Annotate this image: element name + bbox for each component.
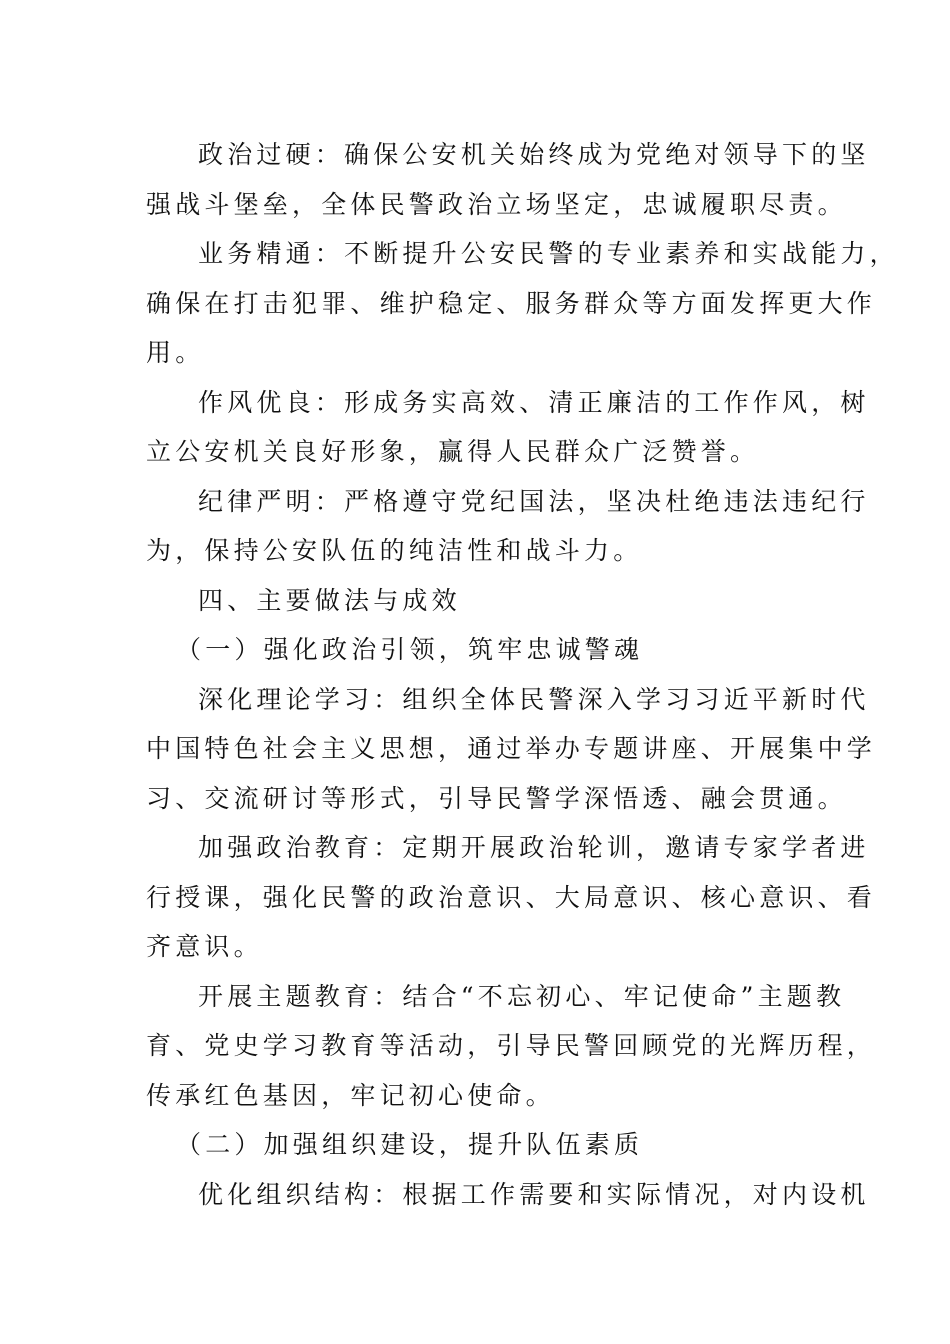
text-line: 作风优良：形成务实高效、清正廉洁的工作作风，树 [198, 387, 870, 417]
text-line: 加强政治教育：定期开展政治轮训，邀请专家学者进 [198, 833, 870, 862]
heading-text: （二）加强组织建设，提升队伍素质 [176, 1130, 644, 1159]
text-line: 强战斗堡垒，全体民警政治立场坚定，忠诚履职尽责。 [146, 189, 847, 219]
paragraph-political-integrity [146, 130, 870, 229]
text-line: 齐意识。 [146, 932, 263, 961]
paragraph-good-conduct [146, 378, 870, 477]
text-line: 为，保持公安队伍的纯洁性和战斗力。 [146, 536, 643, 565]
text-line: 中国特色社会主义思想，通过举办专题讲座、开展集中学 [146, 734, 877, 763]
document-page [146, 130, 899, 1219]
subsection-heading-political-guidance [146, 625, 826, 675]
paragraph-theme-education [146, 972, 877, 1121]
paragraph-political-education [146, 823, 877, 972]
text-line: 行授课，强化民警的政治意识、大局意识、核心意识、看 [146, 882, 877, 912]
paragraph-strict-discipline [146, 477, 870, 576]
section-heading-main-practices [146, 576, 826, 626]
text-line: 确保在打击犯罪、维护稳定、服务群众等方面发挥更大作 [146, 288, 877, 318]
text-line: 育、党史学习教育等活动，引导民警回顾党的光辉历程， [146, 1031, 877, 1060]
subsection-heading-organization [146, 1120, 826, 1170]
text-line: 开展主题教育：结合“不忘初心、牢记使命”主题教 [198, 981, 846, 1011]
heading-text: （一）强化政治引领，筑牢忠诚警魂 [176, 635, 644, 664]
paragraph-professional-skill [146, 229, 899, 378]
text-line: 政治过硬：确保公安机关始终成为党绝对领导下的坚 [198, 140, 870, 169]
paragraph-theory-study [146, 675, 877, 824]
text-line: 深化理论学习：组织全体民警深入学习习近平新时代 [198, 684, 870, 714]
paragraph-optimize-structure [146, 1170, 870, 1220]
text-line: 纪律严明：严格遵守党纪国法，坚决杜绝违法违纪行 [198, 486, 870, 516]
heading-text: 四、主要做法与成效 [198, 585, 461, 615]
text-line: 习、交流研讨等形式，引导民警学深悟透、融会贯通。 [146, 783, 847, 813]
text-line: 业务精通：不断提升公安民警的专业素养和实战能力， [198, 239, 899, 268]
text-line: 优化组织结构：根据工作需要和实际情况，对内设机 [198, 1179, 870, 1209]
text-line: 传承红色基因，牢记初心使命。 [146, 1080, 555, 1110]
text-line: 用。 [146, 338, 205, 367]
text-line: 立公安机关良好形象，赢得人民群众广泛赞誉。 [146, 437, 760, 466]
